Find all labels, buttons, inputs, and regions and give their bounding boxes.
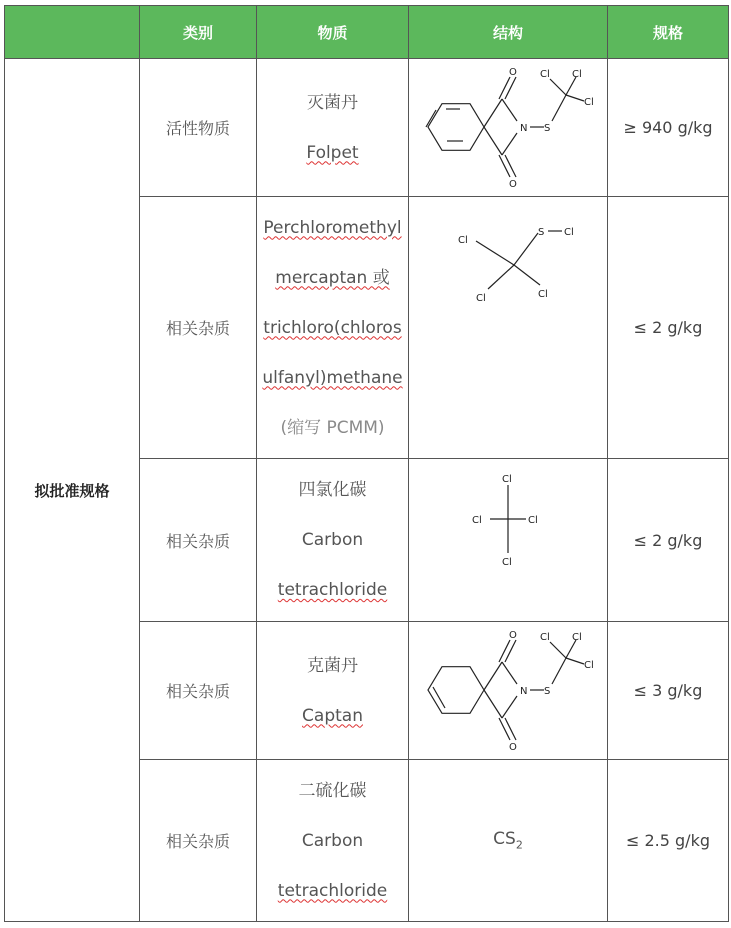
- substance-name: [257, 203, 408, 253]
- header-spec: 规格: [608, 6, 729, 59]
- substance-name-text: Captan: [302, 705, 363, 726]
- atom-cl: Cl: [583, 660, 594, 671]
- spec-table: [4, 5, 729, 922]
- substance-name: [257, 303, 408, 353]
- atom-s: S: [543, 123, 550, 134]
- substance-name-text: tetrachloride: [277, 880, 388, 901]
- formula-subscript: 2: [515, 838, 523, 852]
- spec-cell: ≤ 2 g/kg: [608, 197, 729, 459]
- atom-o: O: [508, 179, 517, 190]
- atom-o: O: [508, 67, 517, 78]
- captan-structure-icon: [416, 628, 601, 753]
- atom-cl: Cl: [571, 632, 582, 643]
- substance-name: [257, 866, 408, 916]
- atom-cl: Cl: [476, 293, 486, 304]
- substance-name: [257, 353, 408, 403]
- substance-name: Carbon: [301, 530, 364, 550]
- atom-cl: Cl: [528, 515, 538, 526]
- category-cell: 相关杂质: [140, 760, 257, 922]
- substance-name: 二硫化碳: [298, 780, 367, 801]
- substance-name-text: ulfanyl)methane: [262, 367, 403, 388]
- substance-name-text: trichloro(chloros: [263, 317, 402, 338]
- substance-cell: [257, 760, 409, 922]
- substance-name: [257, 128, 408, 178]
- substance-name: [257, 565, 408, 615]
- spec-cell: ≤ 2 g/kg: [608, 459, 729, 622]
- atom-cl: Cl: [539, 69, 550, 80]
- formula-text: [493, 829, 523, 852]
- header-substance: 物质: [257, 6, 409, 59]
- ccl4-structure-icon: [428, 469, 588, 569]
- atom-cl: Cl: [564, 227, 574, 238]
- atom-s: S: [543, 686, 550, 697]
- atom-cl: Cl: [539, 632, 550, 643]
- group-label: 拟批准规格: [5, 59, 140, 922]
- substance-cell: [257, 59, 409, 197]
- structure-cell: [409, 760, 608, 922]
- folpet-structure-icon: [416, 65, 601, 190]
- substance-name: 克菌丹: [307, 655, 358, 676]
- substance-name: 灭菌丹: [307, 92, 358, 113]
- spec-cell: ≤ 2.5 g/kg: [608, 760, 729, 922]
- substance-note: (缩写 PCMM): [280, 417, 385, 438]
- structure-cell: [409, 59, 608, 197]
- substance-name-text: Perchloromethyl: [263, 217, 402, 238]
- spec-cell: ≤ 3 g/kg: [608, 622, 729, 760]
- substance-cell: [257, 622, 409, 760]
- atom-o: O: [508, 630, 517, 641]
- header-empty: [5, 6, 140, 59]
- substance-name-text: tetrachloride: [277, 580, 388, 600]
- substance-cell: [257, 459, 409, 622]
- atom-o: O: [508, 742, 517, 753]
- header-category: 类别: [140, 6, 257, 59]
- substance-cell: [257, 197, 409, 459]
- spec-cell: ≥ 940 g/kg: [608, 59, 729, 197]
- atom-cl: Cl: [472, 515, 482, 526]
- substance-name: [257, 691, 408, 741]
- substance-name-text: Folpet: [306, 142, 359, 163]
- substance-name: Carbon: [301, 830, 364, 851]
- structure-cell: [409, 197, 608, 459]
- substance-name: [257, 253, 408, 303]
- atom-n: N: [519, 123, 527, 134]
- category-cell: 活性物质: [140, 59, 257, 197]
- header-structure: 结构: [409, 6, 608, 59]
- formula-main: CS: [493, 829, 516, 850]
- atom-cl: Cl: [458, 235, 468, 246]
- category-cell: 相关杂质: [140, 197, 257, 459]
- header-row: [5, 6, 729, 59]
- atom-n: N: [519, 686, 527, 697]
- structure-cell: [409, 622, 608, 760]
- substance-name-text: mercaptan 或: [275, 267, 390, 288]
- pcmm-structure-icon: [428, 219, 588, 309]
- atom-cl: Cl: [583, 97, 594, 108]
- category-cell: 相关杂质: [140, 622, 257, 760]
- category-cell: 相关杂质: [140, 459, 257, 622]
- atom-cl: Cl: [538, 289, 548, 300]
- substance-name: 四氯化碳: [298, 480, 367, 500]
- atom-cl: Cl: [502, 557, 512, 568]
- table-row: [5, 59, 729, 197]
- atom-s: S: [538, 227, 545, 238]
- structure-cell: [409, 459, 608, 622]
- atom-cl: Cl: [571, 69, 582, 80]
- atom-cl: Cl: [502, 474, 512, 485]
